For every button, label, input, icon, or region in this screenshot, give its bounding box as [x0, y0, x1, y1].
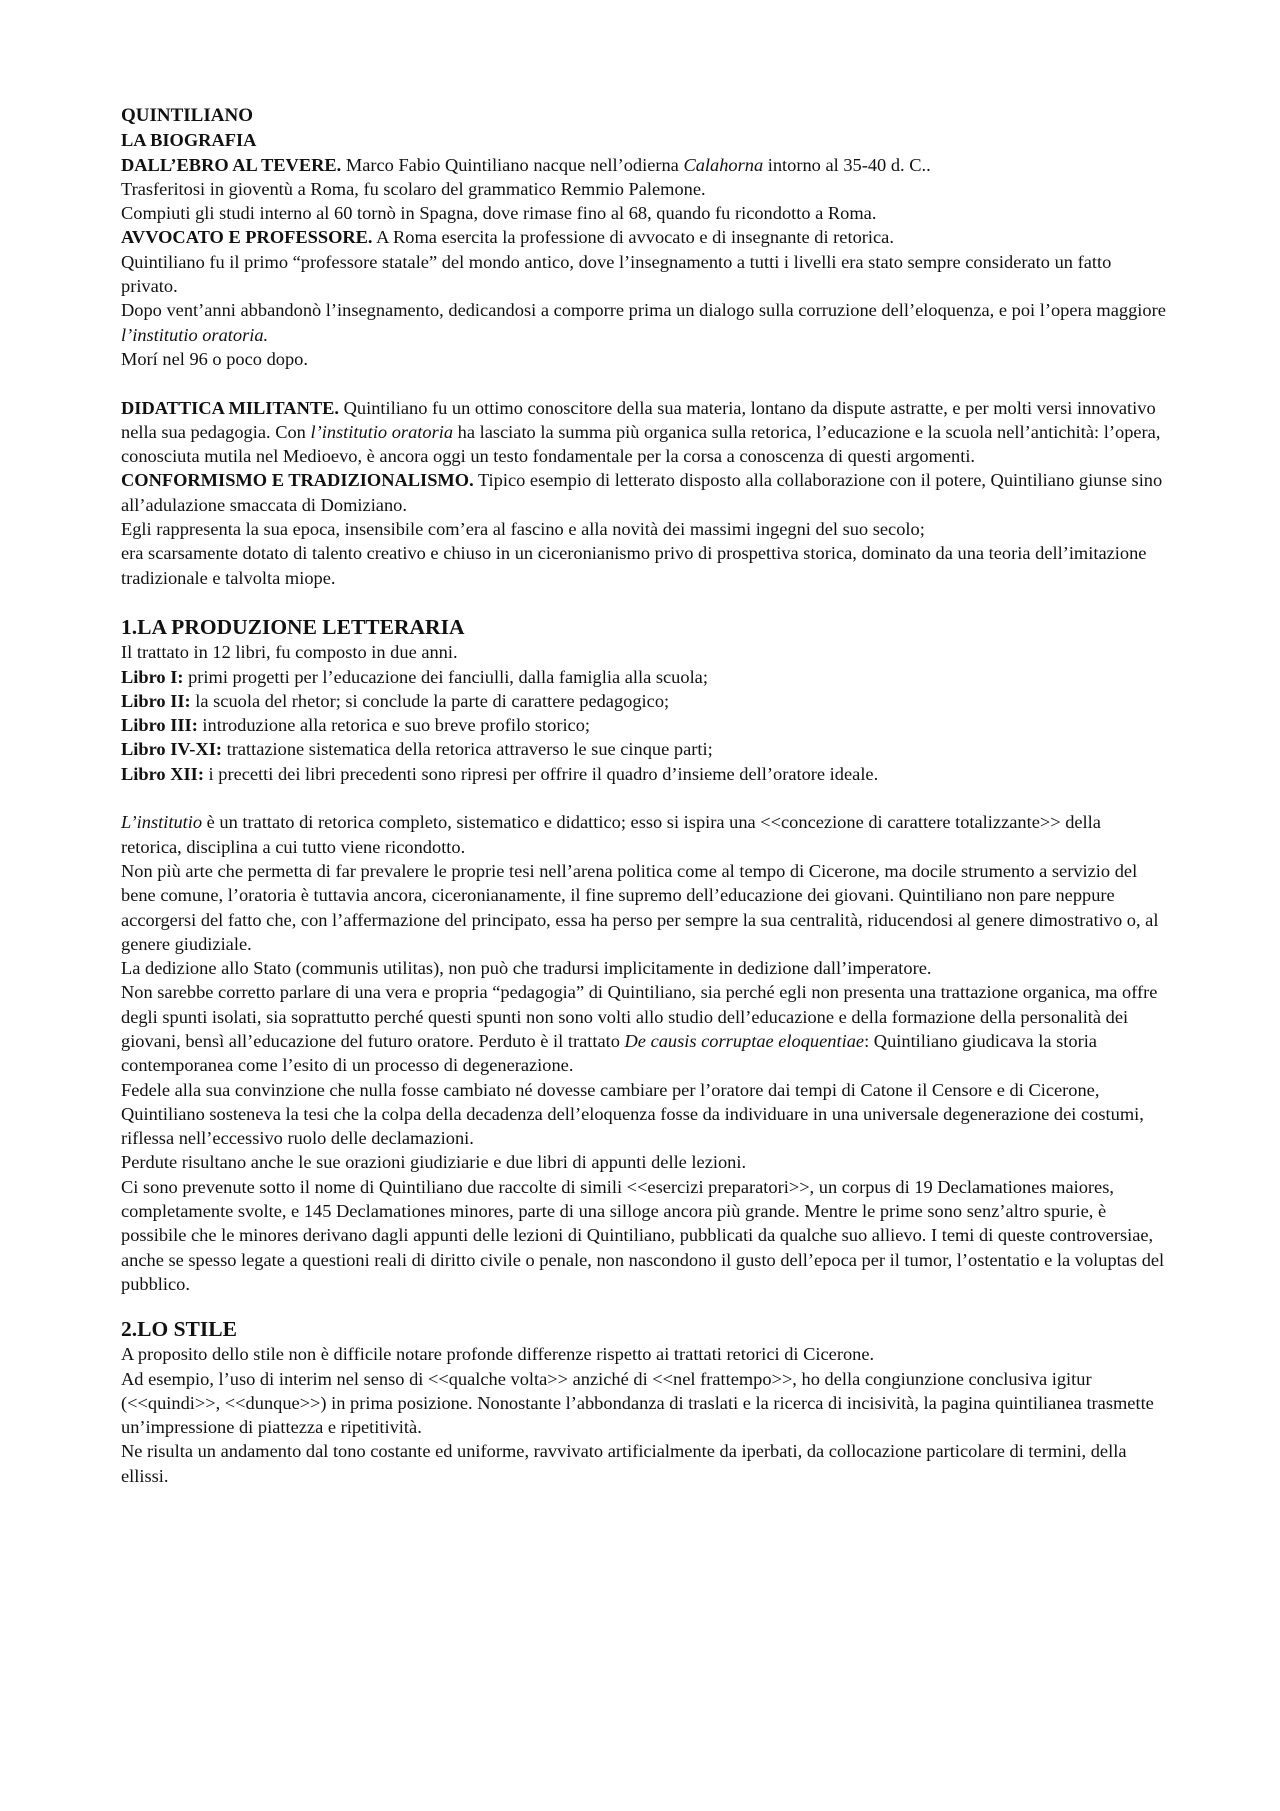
heading-produzione: 1.LA PRODUZIONE LETTERARIA — [121, 615, 465, 640]
paragraph-abbandono: Dopo vent’anni abbandonò l’insegnamento, dedicandosi a comporre prima un dialogo sulla corruzione dell’eloquenza, e poi l’opera maggiore l’institutio oratoria. — [121, 300, 1166, 345]
paragraph-ebro-tevere: DALL’EBRO AL TEVERE. Marco Fabio Quintiliano nacque nell’odierna Calahorna intorno al 35-40 d. C.. — [121, 154, 931, 175]
lead-ebro-tevere: DALL’EBRO AL TEVERE. — [121, 154, 342, 175]
document-page — [121, 104, 1166, 1488]
paragraph-declamationes: Ci sono prevenute sotto il nome di Quintiliano due raccolte di simili <<esercizi preparatori>>, un corpus di 19 Declamationes maiores, completamente svolte, e 145 Declamationes minores, parte di una silloge ancora più grande. Mentre le prime sono senz’altro spurie, è possibile che le minores derivano dagli appunti delle lezioni di Quintiliano, pubblicati da qualche suo allievo. I temi di queste controversiae, anche se spesso legate a questioni reali di diritto civile o penale, non nascondono il gusto dell’epoca per il tumor, l’ostentatio e la voluptas del pubblico. — [121, 1176, 1165, 1294]
paragraph-andamento: Ne risulta un andamento dal tono costante ed uniforme, ravvivato artificialmente da iperbati, da collocazione particolare di termini, della ellissi. — [121, 1441, 1127, 1486]
lead-didattica: DIDATTICA MILITANTE. — [121, 397, 340, 418]
paragraph-professore-statale: Quintiliano fu il primo “professore statale” del mondo antico, dove l’insegnamento a tutti i livelli era stato sempre considerato un fatto privato. — [121, 251, 1112, 297]
list-item: Libro I: primi progetti per l’educazione dei fanciulli, dalla famiglia alla scuola; — [121, 666, 708, 687]
paragraph-stile-intro: A proposito dello stile non è difficile notare profonde differenze rispetto ai trattati retorici di Cicerone. — [121, 1344, 875, 1365]
book-list — [121, 665, 1166, 786]
list-item: Libro XII: i precetti dei libri precedenti sono ripresi per offrire il quadro d’insieme dell’oratore ideale. — [121, 763, 879, 784]
lead-conformismo: CONFORMISMO E TRADIZIONALISMO. — [121, 470, 474, 491]
paragraph-interim: Ad esempio, l’uso di interim nel senso di <<qualche volta>> anziché di <<nel frattempo>>, ho della congiunzione conclusiva igitur (<<quindi>>, <<dunque>>) in prima posizione. Nonostante l’abbondanza di traslati e la ricerca di incisività, la pagina quintilianea trasmette un’impressione di piattezza e ripetitività. — [121, 1368, 1154, 1438]
paragraph-conformismo: CONFORMISMO E TRADIZIONALISMO. Tipico esempio di letterato disposto alla collaborazione con il potere, Quintiliano giunse sino all’adulazione smaccata di Domiziano. — [121, 470, 1163, 515]
paragraph-didattica: DIDATTICA MILITANTE. Quintiliano fu un ottimo conoscitore della sua materia, lontano da dispute astratte, e per molti versi innovativo nella sua pedagogia. Con l’institutio oratoria ha lasciato la summa più organica sulla retorica, l’educazione e la scuola nell’antichità: l’opera, conosciuta mutila nel Medioevo, è ancora oggi un testo fondamentale per la corsa a conoscenza di questi argomenti. — [121, 397, 1161, 467]
paragraph-trattato-intro: Il trattato in 12 libri, fu composto in due anni. — [121, 642, 458, 663]
spacer — [121, 786, 1166, 810]
paragraph-institutio: L’institutio è un trattato di retorica completo, sistematico e didattico; esso si ispira una <<concezione di carattere totalizzante>> della retorica, disciplina a cui tutto viene ricondotto. — [121, 812, 1101, 857]
spacer — [121, 1296, 1166, 1316]
paragraph-spagna: Compiuti gli studi interno al 60 tornò in Spagna, dove rimase fino al 68, quando fu ricondotto a Roma. — [121, 203, 877, 224]
lead-avvocato: AVVOCATO E PROFESSORE. — [121, 227, 373, 248]
paragraph-roma: Trasferitosi in gioventù a Roma, fu scolaro del grammatico Remmio Palemone. — [121, 178, 706, 199]
list-item: Libro III: introduzione alla retorica e suo breve profilo storico; — [121, 715, 591, 736]
paragraph-convinzione: Fedele alla sua convinzione che nulla fosse cambiato né dovesse cambiare per l’oratore dai tempi di Catone il Censore e di Cicerone, Quintiliano sosteneva la tesi che la colpa della decadenza dell’eloquenza fosse da individuare in una universale degenerazione dei costumi, riflessa nell’eccessivo ruolo delle declamazioni. — [121, 1079, 1144, 1149]
spacer — [121, 371, 1166, 395]
heading-stile: 2.LO STILE — [121, 1317, 237, 1342]
paragraph-stato: La dedizione allo Stato (communis utilitas), non può che tradursi implicitamente in dedizione dall’imperatore. — [121, 958, 932, 979]
list-item: Libro IV-XI: trattazione sistematica della retorica attraverso le sue cinque parti; — [121, 739, 713, 760]
spacer — [121, 590, 1166, 614]
paragraph-morte: Morí nel 96 o poco dopo. — [121, 348, 308, 369]
heading-biografia: LA BIOGRAFIA — [121, 130, 257, 151]
paragraph-talento: era scarsamente dotato di talento creativo e chiuso in un ciceronianismo privo di prospettiva storica, dominato da una teoria dell’imitazione tradizionale e talvolta miope. — [121, 543, 1147, 588]
paragraph-pedagogia: Non sarebbe corretto parlare di una vera e propria “pedagogia” di Quintiliano, sia perché egli non presenta una trattazione organica, ma offre degli spunti isolati, sia soprattutto perché questi spunti non sono volti allo studio dell’educazione e della formazione della personalità dei giovani, bensì all’educazione del futuro oratore. Perduto è il trattato De causis corruptae eloquentiae: Quintiliano giudicava la storia contemporanea come l’esito di un processo di degenerazione. — [121, 982, 1158, 1076]
paragraph-orazioni: Perdute risultano anche le sue orazioni giudiziarie e due libri di appunti delle lezioni. — [121, 1152, 747, 1173]
paragraph-arte: Non più arte che permetta di far prevalere le proprie tesi nell’arena politica come al tempo di Cicerone, ma docile strumento a servizio del bene comune, l’oratoria è tuttavia ancora, ciceronianamente, il fine supremo dell’educazione dei giovani. Quintiliano non pare neppure accorgersi del fatto che, con l’affermazione del principato, essa ha perso per sempre la sua centralità, riducendosi al genere dimostrativo o, al genere giudiziale. — [121, 860, 1159, 954]
list-item: Libro II: la scuola del rhetor; si conclude la parte di carattere pedagogico; — [121, 690, 670, 711]
paragraph-avvocato: AVVOCATO E PROFESSORE. A Roma esercita la professione di avvocato e di insegnante di retorica. — [121, 227, 894, 248]
paragraph-epoca: Egli rappresenta la sua epoca, insensibile com’era al fascino e alla novità dei massimi ingegni del suo secolo; — [121, 519, 925, 540]
document-title: QUINTILIANO — [121, 105, 253, 126]
